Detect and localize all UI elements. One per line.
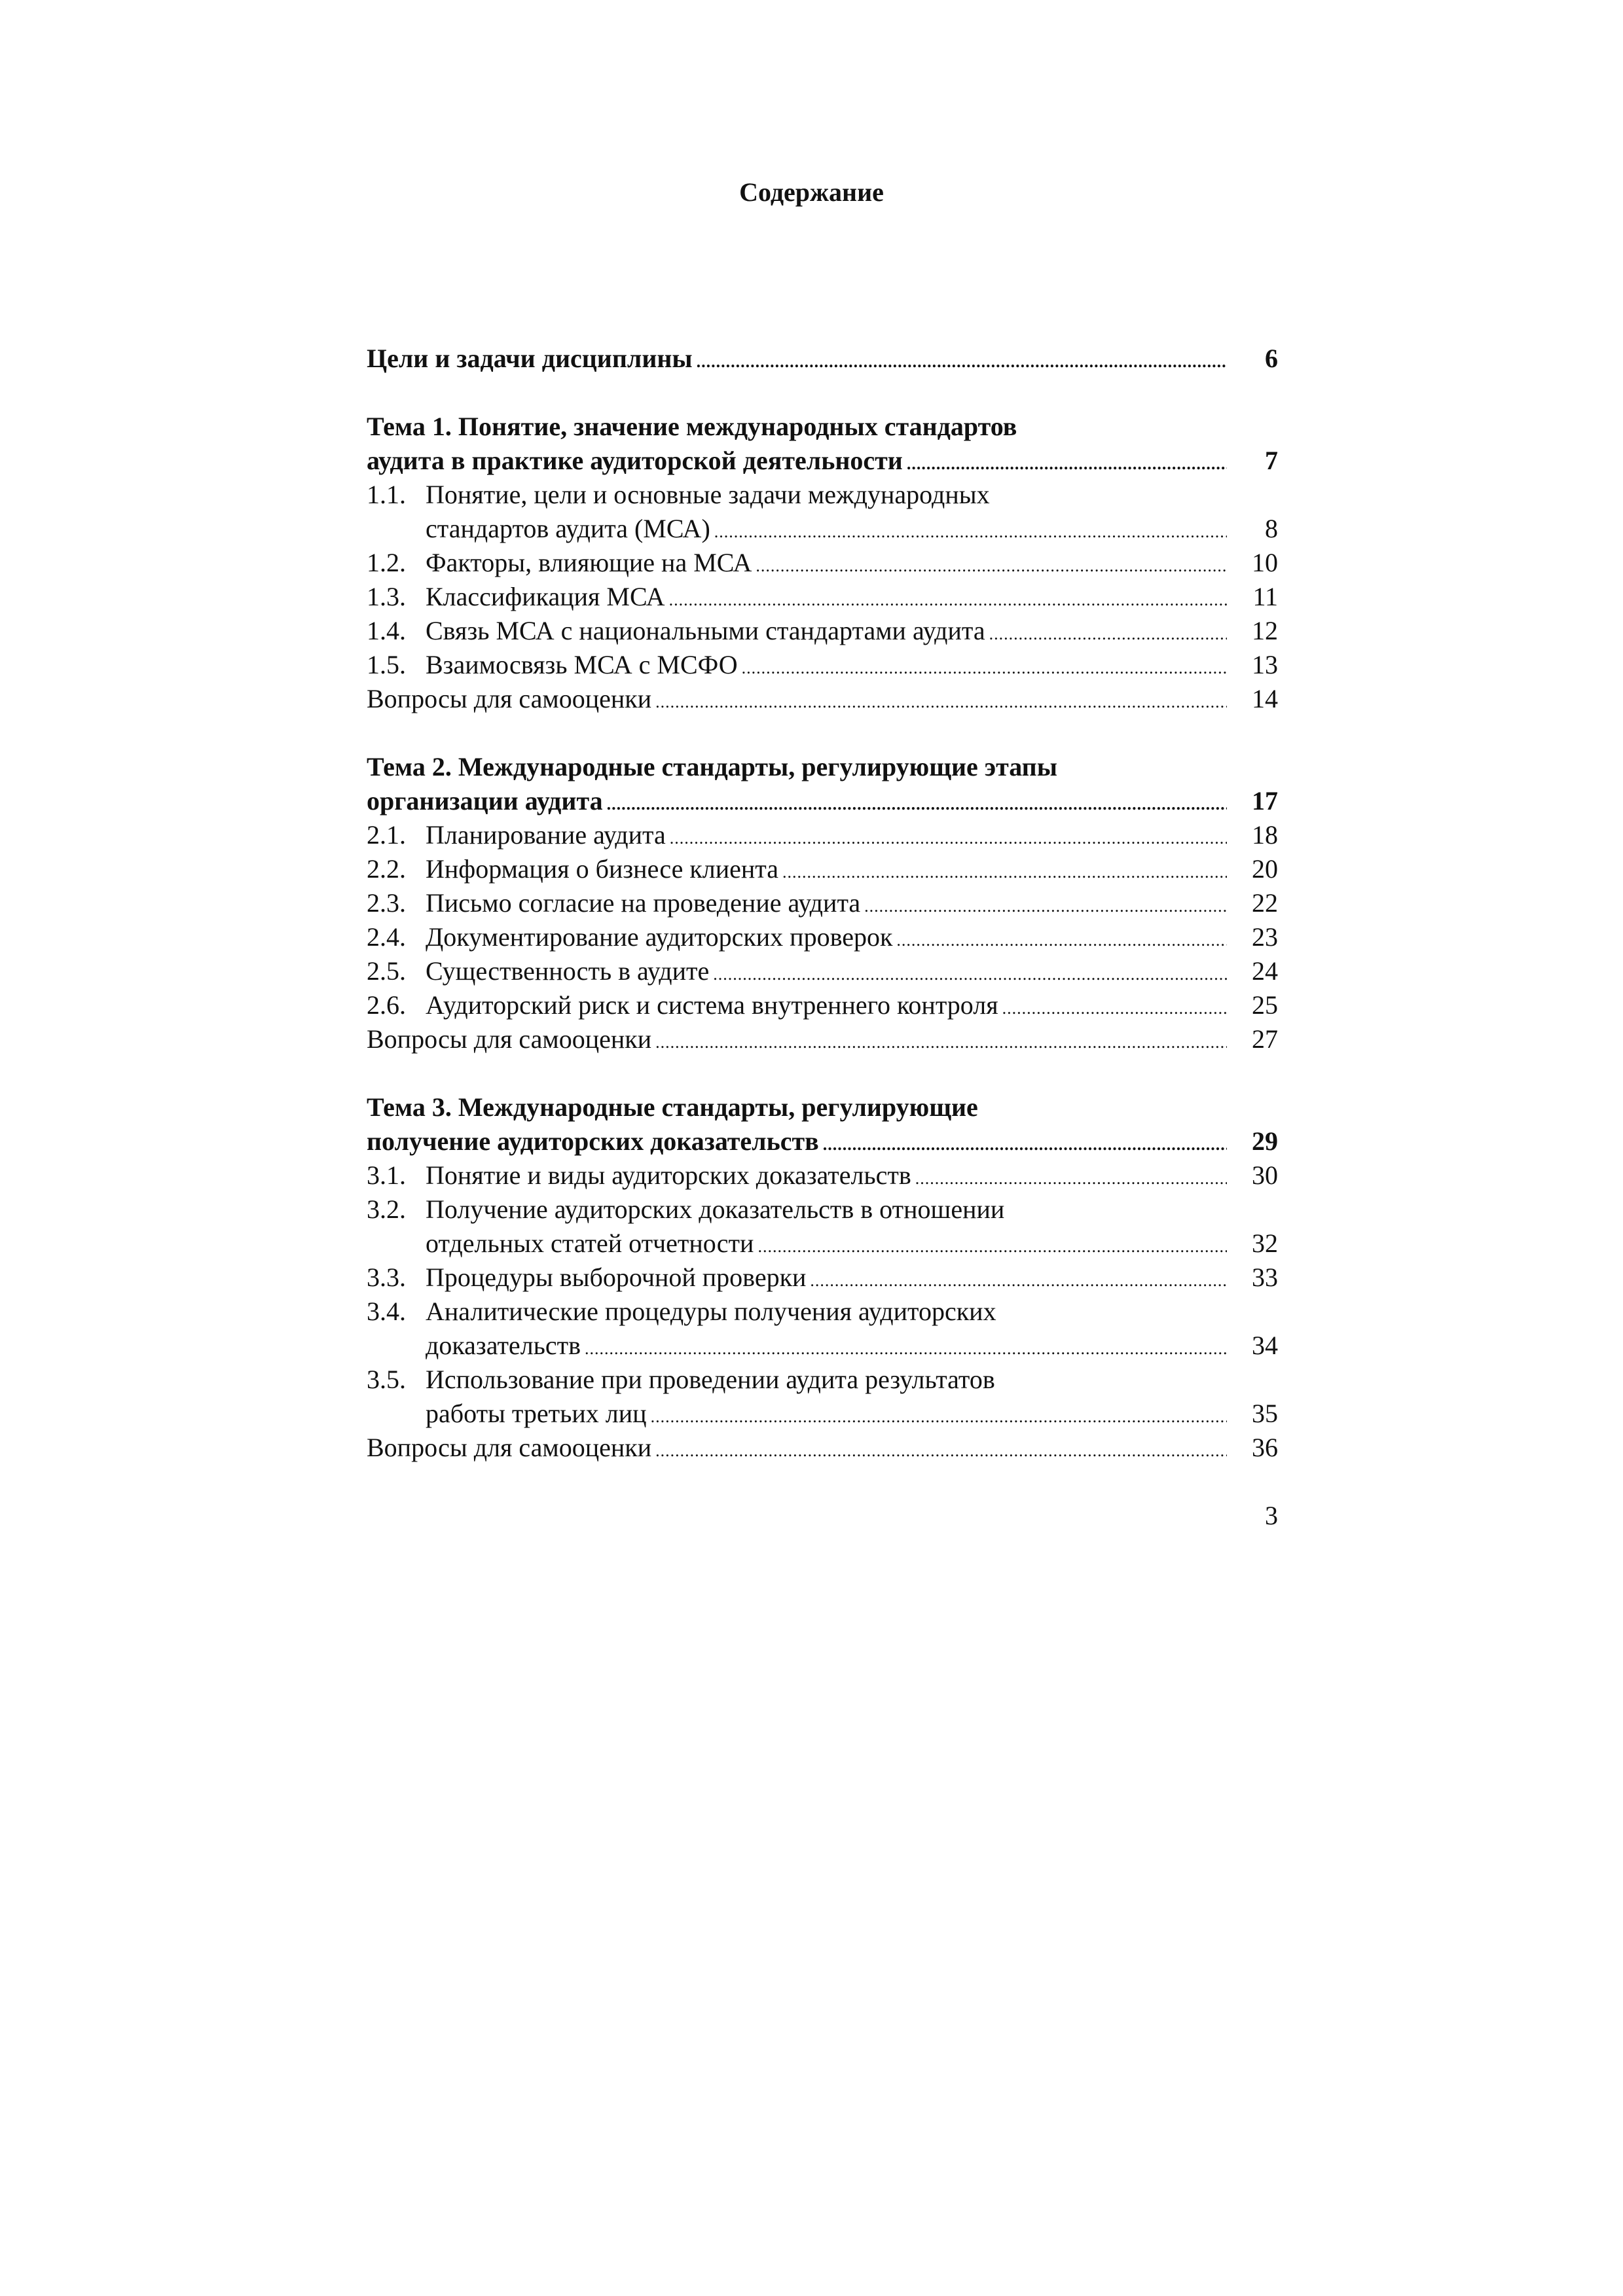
table-of-contents (367, 342, 1278, 1465)
topic-heading-text: аудита в практике аудиторской деятельности (367, 446, 903, 475)
subitem-number: 1.1. (367, 480, 406, 509)
subitem-number: 1.5. (367, 650, 406, 679)
subitem-number: 2.3. (367, 888, 406, 918)
subitem-text: Связь МСА с национальными стандартами аудита (426, 616, 985, 645)
dot-leader (655, 1026, 1227, 1060)
dot-leader (896, 924, 1227, 958)
subitem-number: 3.3. (367, 1263, 406, 1292)
toc-page-number: 13 (1252, 650, 1278, 679)
topic-heading-text: организации аудита (367, 786, 603, 816)
toc-page-number: 32 (1252, 1229, 1278, 1258)
dot-leader (655, 1434, 1227, 1468)
toc-page-number: 35 (1252, 1399, 1278, 1428)
dot-leader (823, 1128, 1227, 1162)
subitem-text: отдельных статей отчетности (426, 1229, 754, 1258)
dot-leader (585, 1332, 1227, 1366)
toc-subitem[interactable] (367, 1261, 1278, 1295)
subitem-text: Информация о бизнесе клиента (426, 854, 779, 884)
toc-page-number: 33 (1252, 1263, 1278, 1292)
toc-subitem[interactable] (367, 988, 1278, 1022)
toc-subitem[interactable] (367, 954, 1278, 988)
topic-heading-text: Тема 3. Международные стандарты, регулирующие (367, 1092, 978, 1122)
subitem-text: Взаимосвязь МСА с МСФО (426, 650, 738, 679)
dot-leader (756, 549, 1227, 583)
toc-subitem[interactable] (367, 920, 1278, 954)
dot-leader (1002, 992, 1227, 1026)
toc-topic-3 (367, 1090, 1278, 1465)
toc-page-number: 25 (1252, 990, 1278, 1020)
toc-subitem-continuation[interactable] (367, 1329, 1278, 1363)
subitem-text: Использование при проведении аудита результатов (426, 1365, 995, 1394)
toc-page-number: 8 (1265, 514, 1278, 543)
topic-heading-line[interactable] (367, 784, 1278, 818)
toc-subitem-continuation[interactable] (367, 1397, 1278, 1431)
questions-text: Вопросы для самооценки (367, 1433, 652, 1462)
toc-subitem-continuation[interactable] (367, 1227, 1278, 1261)
dot-leader (670, 821, 1227, 855)
subitem-number: 1.3. (367, 582, 406, 611)
toc-page-number: 29 (1252, 1126, 1278, 1156)
toc-subitem[interactable] (367, 1158, 1278, 1193)
subitem-text: Планирование аудита (426, 820, 666, 850)
toc-subitem[interactable] (367, 546, 1278, 580)
toc-page-number: 34 (1252, 1331, 1278, 1360)
toc-questions[interactable] (367, 682, 1278, 716)
toc-page-number: 18 (1252, 820, 1278, 850)
subitem-number: 2.2. (367, 854, 406, 884)
questions-text: Вопросы для самооценки (367, 1024, 652, 1054)
toc-subitem[interactable] (367, 818, 1278, 852)
dot-leader (907, 447, 1227, 481)
toc-page-number: 6 (1265, 344, 1278, 373)
dot-leader (607, 787, 1227, 821)
topic-heading-line[interactable] (367, 410, 1278, 444)
toc-page-number: 10 (1252, 548, 1278, 577)
toc-topic-2 (367, 750, 1278, 1056)
dot-leader (714, 515, 1227, 549)
toc-subitem[interactable] (367, 614, 1278, 648)
subitem-text: работы третьих лиц (426, 1399, 647, 1428)
toc-page-number: 12 (1252, 616, 1278, 645)
dot-leader (989, 617, 1227, 651)
subitem-number: 3.2. (367, 1194, 406, 1224)
topic-heading-line[interactable] (367, 750, 1278, 784)
subitem-text: Письмо согласие на проведение аудита (426, 888, 861, 918)
subitem-text: Классификация МСА (426, 582, 665, 611)
toc-page-number: 23 (1252, 922, 1278, 952)
subitem-text: стандартов аудита (МСА) (426, 514, 710, 543)
topic-heading-line[interactable] (367, 1090, 1278, 1124)
dot-leader (697, 345, 1227, 379)
subitem-text: Понятие и виды аудиторских доказательств (426, 1160, 911, 1190)
dot-leader (757, 1230, 1227, 1264)
toc-entry-text: Цели и задачи дисциплины (367, 344, 693, 373)
subitem-number: 2.5. (367, 956, 406, 986)
subitem-number: 2.6. (367, 990, 406, 1020)
dot-leader (651, 1400, 1227, 1434)
subitem-text: Документирование аудиторских проверок (426, 922, 893, 952)
toc-page-number: 30 (1252, 1160, 1278, 1190)
dot-leader (915, 1162, 1227, 1196)
toc-subitem[interactable] (367, 478, 1278, 512)
dot-leader (669, 583, 1227, 617)
toc-page-number: 20 (1252, 854, 1278, 884)
toc-page-number: 11 (1252, 582, 1278, 611)
dot-leader (864, 889, 1227, 924)
dot-leader (655, 685, 1227, 719)
subitem-number: 1.4. (367, 616, 406, 645)
subitem-text: Существенность в аудите (426, 956, 710, 986)
topic-heading-text: Тема 2. Международные стандарты, регулирующие этапы (367, 752, 1057, 781)
topic-heading-line[interactable] (367, 1124, 1278, 1158)
subitem-text: доказательств (426, 1331, 581, 1360)
subitem-text: Аналитические процедуры получения аудиторских (426, 1297, 996, 1326)
subitem-text: Факторы, влияющие на МСА (426, 548, 752, 577)
dot-leader (782, 855, 1227, 889)
toc-subitem[interactable] (367, 852, 1278, 886)
toc-subitem-continuation[interactable] (367, 512, 1278, 546)
subitem-number: 3.1. (367, 1160, 406, 1190)
subitem-number: 1.2. (367, 548, 406, 577)
toc-subitem[interactable] (367, 1193, 1278, 1227)
toc-page-number: 7 (1265, 446, 1278, 475)
dot-leader (810, 1264, 1227, 1298)
subitem-number: 2.1. (367, 820, 406, 850)
page-title: Содержание (739, 177, 884, 207)
dot-leader (742, 651, 1227, 685)
topic-heading-text: Тема 1. Понятие, значение международных стандартов (367, 412, 1017, 441)
toc-page-number: 17 (1252, 786, 1278, 816)
toc-page-number: 24 (1252, 956, 1278, 986)
subitem-number: 3.4. (367, 1297, 406, 1326)
toc-subitem[interactable] (367, 580, 1278, 614)
questions-text: Вопросы для самооценки (367, 684, 652, 713)
subitem-text: Получение аудиторских доказательств в отношении (426, 1194, 1005, 1224)
subitem-text: Процедуры выборочной проверки (426, 1263, 807, 1292)
subitem-text: Понятие, цели и основные задачи международных (426, 480, 990, 509)
toc-subitem[interactable] (367, 886, 1278, 920)
toc-page-number: 22 (1252, 888, 1278, 918)
topic-heading-text: получение аудиторских доказательств (367, 1126, 819, 1156)
toc-page-number: 14 (1252, 684, 1278, 713)
toc-subitem[interactable] (367, 648, 1278, 682)
toc-page-number: 36 (1252, 1433, 1278, 1462)
toc-subitem[interactable] (367, 1295, 1278, 1329)
dot-leader (713, 958, 1227, 992)
subitem-text: Аудиторский риск и система внутреннего контроля (426, 990, 998, 1020)
subitem-number: 2.4. (367, 922, 406, 952)
subitem-number: 3.5. (367, 1365, 406, 1394)
toc-entry-intro[interactable] (367, 342, 1278, 376)
toc-page-number: 27 (1252, 1024, 1278, 1054)
toc-subitem[interactable] (367, 1363, 1278, 1397)
topic-heading-line[interactable] (367, 444, 1278, 478)
page-number: 3 (1265, 1501, 1278, 1530)
toc-questions[interactable] (367, 1022, 1278, 1056)
toc-questions[interactable] (367, 1431, 1278, 1465)
toc-topic-1 (367, 410, 1278, 716)
